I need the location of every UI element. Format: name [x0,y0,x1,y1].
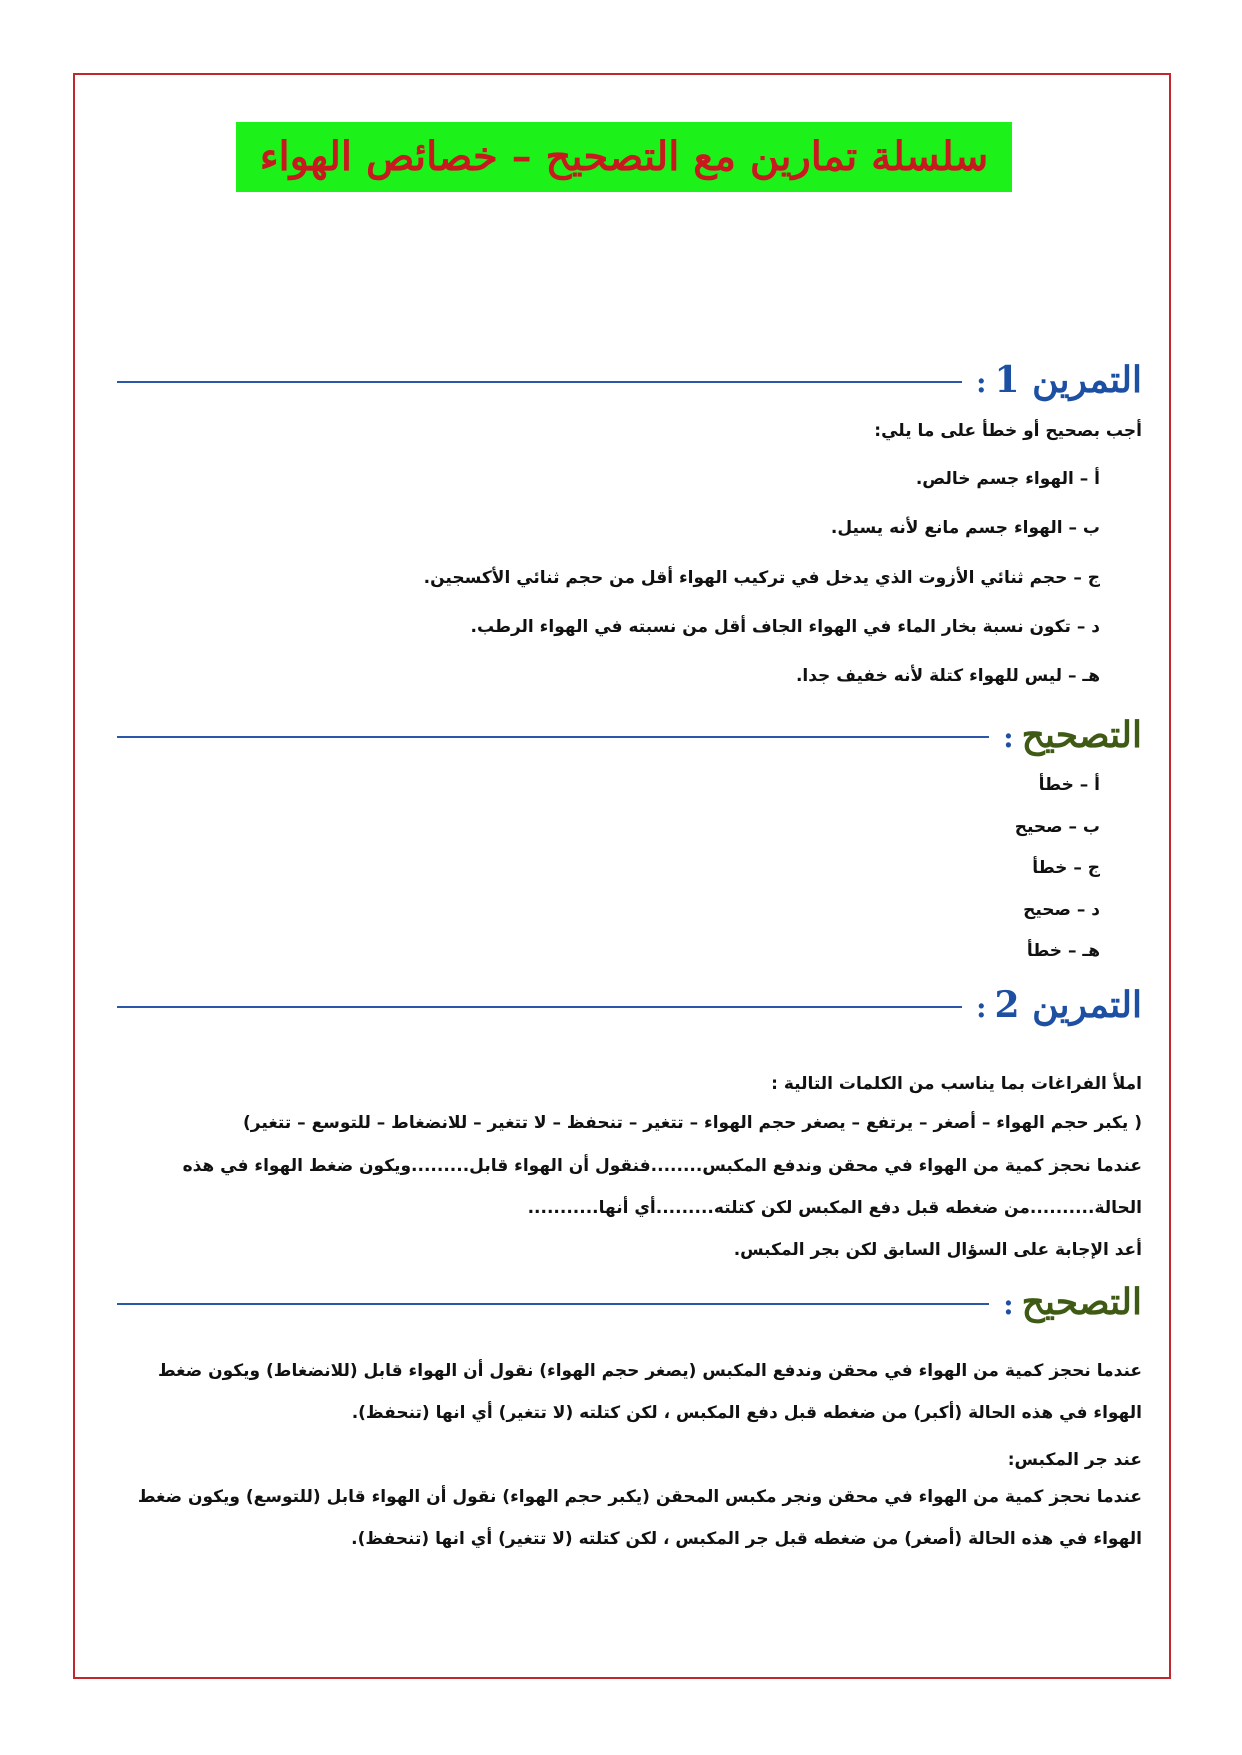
heading-rule [117,1006,962,1008]
heading-rule [117,381,962,383]
exercise-1-item: ب – الهواء جسم مانع لأنه يسيل. [830,518,1100,538]
heading-rule [117,1303,989,1305]
correction-1-answer: ج – خطأ [1032,858,1100,878]
exercise-1-item: هـ – ليس للهواء كتلة لأنه خفيف جدا. [795,666,1100,686]
exercise-1-heading: التمرين 1: [976,359,1142,401]
correction-1-answer: د – صحيح [1023,900,1100,920]
exercise-2-fill-text: عندما نحجز كمية من الهواء في محقن وندفع المكبس........فنقول أن الهواء قابل.........ويكون ضغط الهواء في هذه الحالة..........من ضغطه قبل دفع المكبس لكن كتلته.........أي أنها........... [182,1156,1142,1218]
correction-1-heading-row [117,710,1142,760]
correction-2-heading-row [117,1277,1142,1327]
correction-2-answer-push: عندما نحجز كمية من الهواء في محقن وندفع المكبس (يصغر حجم الهواء) نقول أن الهواء قابل (للانضغاط) ويكون ضغط الهواء في هذه الحالة (أكبر) من ضغطه قبل دفع المكبس ، لكن كتلته (لا تتغير) أي انها (تنحفظ). [157,1361,1142,1423]
exercise-2-instruction: املأ الفراغات بما يناسب من الكلمات التالية : [771,1074,1142,1094]
exercise-2-heading-row [117,980,1142,1030]
exercise-1-item: ج – حجم ثنائي الأزوت الذي يدخل في تركيب الهواء أقل من حجم ثنائي الأكسجين. [423,568,1100,588]
correction-1-answer: أ – خطأ [1038,775,1100,795]
exercise-2-heading: التمرين 2: [976,984,1142,1026]
exercise-1-item: أ – الهواء جسم خالص. [915,469,1100,489]
correction-1-answer: ب – صحيح [1014,817,1100,837]
correction-1-heading: التصحيح: [1003,714,1142,756]
correction-2-pull-label: عند جر المكبس: [1007,1450,1142,1470]
exercise-1-item: د – تكون نسبة بخار الماء في الهواء الجاف أقل من نسبته في الهواء الرطب. [470,617,1100,637]
heading-rule [117,736,989,738]
exercise-1-instruction: أجب بصحيح أو خطأ على ما يلي: [874,421,1142,441]
correction-2-answer-pull: عندما نحجز كمية من الهواء في محقن ونجر مكبس المحقن (يكبر حجم الهواء) نقول أن الهواء قابل (للتوسع) ويكون ضغط الهواء في هذه الحالة (أصغر) من ضغطه قبل جر المكبس ، لكن كتلته (لا تتغير) أي انها (تنحفظ). [137,1487,1142,1549]
exercise-1-heading-row [117,355,1142,405]
correction-1-answer: هـ – خطأ [1026,941,1100,961]
page-title: سلسلة تمارين مع التصحيح – خصائص الهواء [236,122,1012,192]
page-border [73,73,1171,1679]
correction-2-heading: التصحيح: [1003,1281,1142,1323]
exercise-2-word-bank: ( يكبر حجم الهواء – أصغر – يرتفع – يصغر حجم الهواء – تتغير – تنحفظ – لا تتغير – للانضغاط – للتوسع – تتغير) [243,1113,1142,1133]
exercise-2-question-2: أعد الإجابة على السؤال السابق لكن بجر المكبس. [733,1240,1142,1260]
